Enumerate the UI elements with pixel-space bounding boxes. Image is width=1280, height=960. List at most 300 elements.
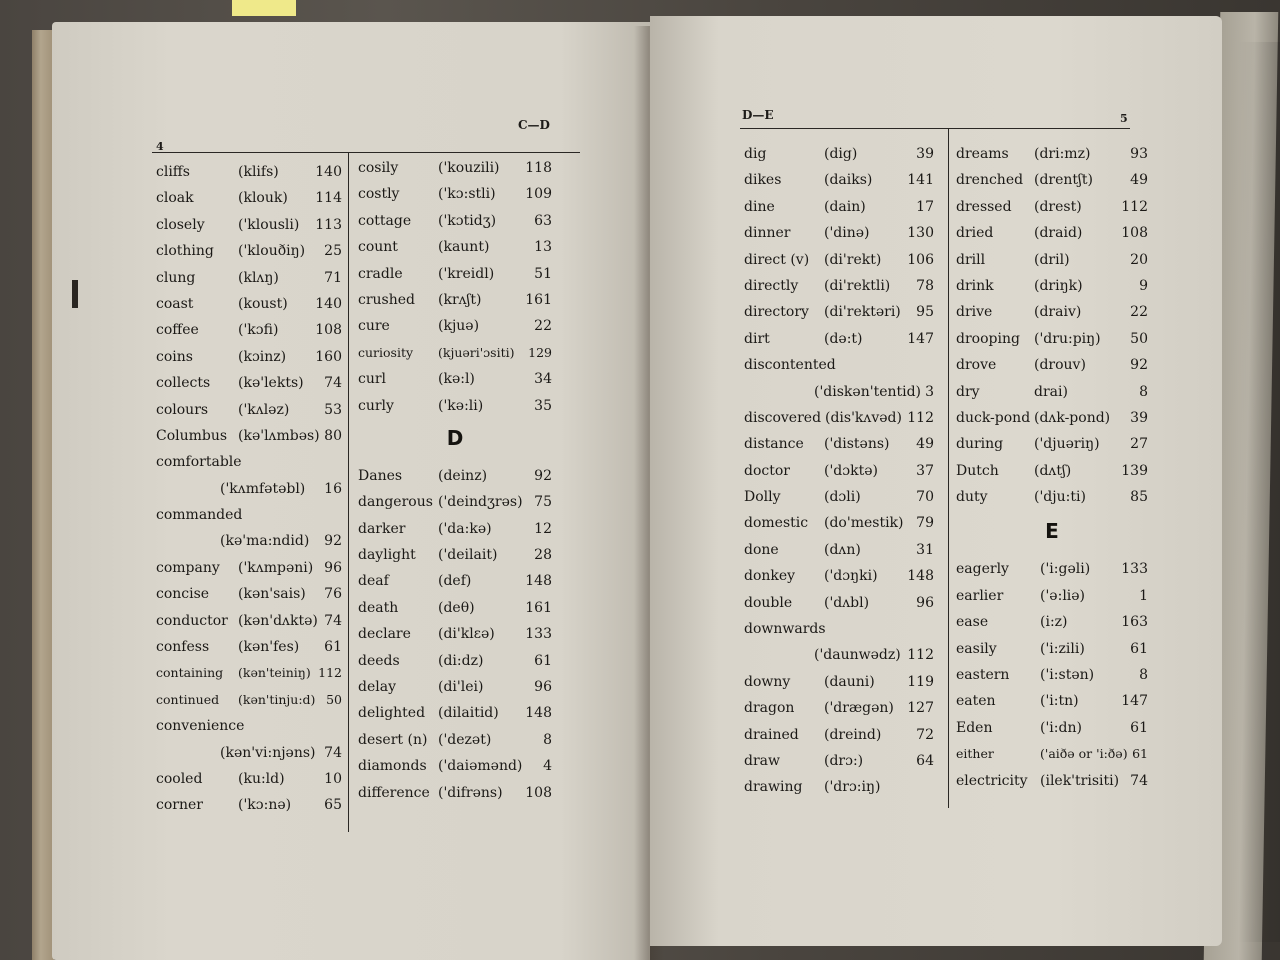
entry-page-ref: 92: [534, 467, 552, 484]
entry-pronunciation: ('i:tn): [1040, 693, 1079, 710]
index-entry: [156, 450, 342, 476]
entry-page-ref: 70: [916, 489, 934, 506]
entry-page-ref: 85: [1130, 489, 1148, 506]
entry-pronunciation: ('difrəns): [438, 784, 503, 801]
right-page: [650, 16, 1222, 946]
entry-word: concise: [156, 586, 210, 603]
entry-pronunciation: (koust): [238, 295, 288, 312]
entry-pronunciation: (di'rektli): [824, 277, 891, 294]
entry-page-ref: 22: [534, 318, 552, 335]
entry-page-ref: 10: [324, 770, 342, 787]
index-entry: [156, 266, 342, 292]
index-entry: [358, 754, 552, 780]
index-entry: [956, 485, 1148, 511]
entry-pronunciation: ('dru:piŋ): [1034, 330, 1101, 347]
entry-word: difference: [358, 784, 430, 801]
entry-word: ease: [956, 614, 989, 631]
index-entry: [744, 353, 934, 379]
index-entry: [358, 649, 552, 675]
entry-pronunciation: ('deilait): [438, 547, 498, 564]
entry-page-ref: 148: [525, 573, 552, 590]
entry-word: Dutch: [956, 462, 999, 479]
entry-page-ref: 39: [916, 146, 934, 162]
entry-word: earlier: [956, 587, 1004, 604]
entry-pronunciation: ('kʌmfətəbl): [220, 480, 306, 497]
index-entry: [156, 714, 342, 740]
left-column-1: [156, 160, 342, 820]
entry-page-ref: 8: [1139, 667, 1148, 684]
entry-word: double: [744, 594, 793, 611]
index-entry: [744, 327, 934, 353]
entry-page-ref: 51: [534, 265, 552, 282]
entry-pronunciation: (def): [438, 573, 472, 590]
entry-pronunciation: (krʌʃt): [438, 291, 482, 308]
entry-pronunciation: ('aiðə or 'i:ðə): [1040, 746, 1128, 762]
entry-pronunciation: ('dezət): [438, 731, 492, 748]
edge-shadow: [1238, 42, 1280, 942]
entry-word: drooping: [956, 330, 1020, 347]
entry-pronunciation: ('drɔ:iŋ): [824, 779, 881, 796]
entry-pronunciation: (di:dz): [438, 652, 484, 669]
entry-pronunciation: ('kʌləz): [238, 401, 290, 418]
entry-page-ref: 133: [525, 626, 552, 643]
entry-word: cliffs: [156, 164, 190, 180]
index-entry: [744, 459, 934, 485]
index-entry: [358, 235, 552, 261]
entry-pronunciation: (dɔli): [824, 489, 861, 506]
entry-word: directory: [744, 304, 809, 321]
index-entry: [956, 353, 1148, 379]
index-entry: [156, 661, 342, 687]
entry-word: cure: [358, 318, 390, 335]
entry-pronunciation: ('kɔ:nə): [238, 797, 292, 814]
entry-pronunciation: (deθ): [438, 599, 475, 616]
letter-heading-d: D: [446, 425, 464, 450]
index-entry: [744, 248, 934, 274]
index-entry: [156, 213, 342, 239]
index-entry: [358, 622, 552, 648]
index-entry: [744, 406, 934, 432]
index-entry: [358, 288, 552, 314]
open-book: [28, 12, 1270, 960]
index-entry: [744, 643, 934, 669]
entry-pronunciation: ('distəns): [824, 436, 890, 453]
entry-page-ref: 39: [1130, 409, 1148, 426]
entry-page-ref: 12: [534, 520, 552, 537]
entry-page-ref: 64: [916, 752, 934, 769]
entry-page-ref: 92: [324, 533, 342, 550]
entry-word: during: [956, 436, 1004, 453]
index-entry: [156, 609, 342, 635]
index-entry: [744, 564, 934, 590]
index-entry: [744, 300, 934, 326]
entry-page-ref: 61: [324, 639, 342, 656]
entry-word: done: [744, 541, 779, 558]
entry-word: drove: [956, 357, 997, 374]
entry-word: curl: [358, 371, 387, 388]
entry-word: dinner: [744, 225, 791, 242]
entry-word: company: [156, 559, 220, 576]
entry-word: deaf: [358, 573, 389, 590]
entry-pronunciation: (kən'sais): [238, 586, 306, 603]
index-entry: [156, 793, 342, 819]
index-entry: [744, 274, 934, 300]
entry-word: coins: [156, 348, 193, 365]
entry-word: electricity: [956, 772, 1028, 789]
index-entry: [156, 503, 342, 529]
entry-page-ref: 28: [534, 547, 552, 564]
right-column-2: [956, 142, 1148, 795]
entry-page-ref: 147: [1121, 693, 1148, 710]
header-rule: [152, 152, 580, 153]
entry-word: dreams: [956, 146, 1009, 162]
entry-word: either: [956, 746, 994, 762]
entry-word: dressed: [956, 198, 1012, 215]
entry-word: death: [358, 599, 399, 616]
entry-page-ref: 49: [916, 436, 934, 453]
entry-word: doctor: [744, 462, 790, 479]
index-entry: [156, 767, 342, 793]
entry-word: cooled: [156, 770, 203, 787]
entry-page-ref: 79: [916, 515, 934, 532]
index-entry: [956, 168, 1148, 194]
entry-word: duty: [956, 489, 988, 506]
entry-pronunciation: (dis'kʌvəd): [825, 409, 902, 426]
entry-pronunciation: ('klousli): [238, 216, 300, 233]
entry-page-ref: 127: [907, 700, 934, 717]
left-column-2: [358, 156, 552, 807]
index-entry: [156, 186, 342, 212]
entry-page-ref: 50: [1130, 330, 1148, 347]
entry-word: Eden: [956, 719, 993, 736]
entry-word: dig: [744, 146, 767, 162]
entry-page-ref: 53: [324, 401, 342, 418]
entry-page-ref: 37: [916, 462, 934, 479]
entry-word: coast: [156, 295, 194, 312]
entry-word: crushed: [358, 291, 415, 308]
entry-pronunciation: (drentʃt): [1034, 172, 1093, 189]
entry-word: confess: [156, 639, 210, 656]
entry-page-ref: 20: [1130, 251, 1148, 268]
entry-word: easily: [956, 640, 997, 657]
right-column-1: [744, 142, 934, 802]
entry-page-ref: 130: [907, 225, 934, 242]
entry-word: drive: [956, 304, 993, 321]
entry-page-ref: 9: [1139, 277, 1148, 294]
entry-word: Columbus: [156, 427, 228, 444]
entry-page-ref: 141: [907, 172, 934, 189]
entry-word: comfortable: [156, 454, 242, 471]
column-divider: [948, 128, 949, 808]
index-entry: [358, 517, 552, 543]
entry-pronunciation: (kjuə): [438, 318, 480, 335]
entry-page-ref: 106: [907, 251, 934, 268]
entry-word: dikes: [744, 172, 782, 189]
entry-word: count: [358, 239, 398, 256]
entry-pronunciation: ('dinə): [824, 225, 870, 242]
entry-pronunciation: (klouk): [238, 190, 288, 207]
entry-pronunciation: (kən'tinju:d): [238, 691, 316, 707]
entry-pronunciation: (kə'ma:ndid): [220, 533, 310, 550]
entry-pronunciation: (kə'lekts): [238, 375, 304, 392]
entry-word: direct (v): [744, 251, 810, 268]
index-entry: [358, 209, 552, 235]
entry-pronunciation: (kən'teiniŋ): [238, 665, 311, 681]
entry-word: Dolly: [744, 489, 781, 506]
entry-pronunciation: (drest): [1034, 198, 1082, 215]
entry-pronunciation: (di'rekt): [824, 251, 882, 268]
entry-word: distance: [744, 436, 804, 453]
index-entry: [156, 741, 342, 767]
entry-word: dried: [956, 225, 994, 242]
entry-page-ref: 140: [315, 295, 342, 312]
entry-pronunciation: (di'klɛə): [438, 626, 495, 643]
index-entry: [156, 398, 342, 424]
index-entry: [358, 543, 552, 569]
entry-page-ref: 13: [534, 239, 552, 256]
index-entry: [744, 142, 934, 168]
entry-word: deeds: [358, 652, 400, 669]
entry-page-ref: 119: [907, 673, 934, 690]
index-entry: [956, 716, 1148, 742]
entry-word: curly: [358, 397, 394, 414]
entry-page-ref: 31: [916, 541, 934, 558]
entry-page-ref: 61: [1130, 719, 1148, 736]
entry-pronunciation: (dri:mz): [1034, 146, 1091, 162]
entry-word: declare: [358, 626, 411, 643]
index-entry: [956, 327, 1148, 353]
entry-pronunciation: ('da:kə): [438, 520, 492, 537]
entry-word: diamonds: [358, 758, 427, 775]
index-entry: [358, 262, 552, 288]
entry-pronunciation: ('i:stən): [1040, 667, 1095, 684]
entry-word: cosily: [358, 160, 399, 176]
entry-page-ref: 74: [324, 744, 342, 761]
entry-pronunciation: (deinz): [438, 467, 488, 484]
entry-page-ref: 76: [324, 586, 342, 603]
entry-page-ref: 78: [916, 277, 934, 294]
entry-word: eastern: [956, 667, 1010, 684]
index-entry: [358, 675, 552, 701]
index-entry: [956, 742, 1148, 768]
index-entry: [156, 292, 342, 318]
index-entry: [744, 696, 934, 722]
entry-word: duck-pond: [956, 409, 1031, 426]
entry-page-ref: 3: [925, 383, 934, 400]
entry-pronunciation: (draiv): [1034, 304, 1082, 321]
entry-word: delighted: [358, 705, 426, 722]
index-entry: [358, 596, 552, 622]
entry-page-ref: 160: [315, 348, 342, 365]
entry-page-ref: 74: [1130, 772, 1148, 789]
entry-pronunciation: (kən'fes): [238, 639, 300, 656]
index-entry: [956, 142, 1148, 168]
entry-page-ref: 8: [1139, 383, 1148, 400]
entry-page-ref: 147: [907, 330, 934, 347]
index-entry: [358, 728, 552, 754]
entry-page-ref: 108: [1121, 225, 1148, 242]
entry-pronunciation: (də:t): [824, 330, 863, 347]
entry-pronunciation: ('djuəriŋ): [1034, 436, 1100, 453]
entry-pronunciation: ('deindʒrəs): [438, 494, 523, 511]
entry-page-ref: 61: [1130, 640, 1148, 657]
entry-pronunciation: ('kə:li): [438, 397, 484, 414]
index-entry: [744, 195, 934, 221]
entry-word: drenched: [956, 172, 1024, 189]
entry-pronunciation: (kaunt): [438, 239, 490, 256]
entry-page-ref: 112: [907, 409, 934, 426]
entry-pronunciation: ('kɔ:stli): [438, 186, 496, 203]
page-number: 4: [156, 140, 164, 153]
index-entry: [156, 635, 342, 661]
entry-pronunciation: ('kɔtidʒ): [438, 212, 497, 229]
entry-pronunciation: ('daunwədz): [814, 647, 901, 664]
entry-pronunciation: (dreind): [824, 726, 882, 743]
entry-page-ref: 27: [1130, 436, 1148, 453]
entry-page-ref: 35: [534, 397, 552, 414]
entry-word: dry: [956, 383, 980, 400]
entry-word: closely: [156, 216, 205, 233]
entry-pronunciation: (dʌtʃ): [1034, 462, 1072, 479]
entry-page-ref: 49: [1130, 172, 1148, 189]
entry-page-ref: 148: [525, 705, 552, 722]
entry-page-ref: 16: [324, 480, 342, 497]
entry-pronunciation: ('kouzili): [438, 160, 500, 176]
entry-word: colours: [156, 401, 209, 418]
running-head: C—D: [518, 118, 550, 132]
entry-page-ref: 108: [525, 784, 552, 801]
index-entry: [358, 490, 552, 516]
index-entry: [358, 314, 552, 340]
entry-word: desert (n): [358, 731, 428, 748]
entry-pronunciation: (kə:l): [438, 371, 475, 388]
index-entry: [156, 556, 342, 582]
left-page: [52, 22, 650, 960]
index-entry: [358, 569, 552, 595]
entry-page-ref: 17: [916, 198, 934, 215]
entry-pronunciation: ('i:dn): [1040, 719, 1082, 736]
entry-pronunciation: (ku:ld): [238, 770, 285, 787]
index-entry: [156, 318, 342, 344]
entry-page-ref: 61: [534, 652, 552, 669]
entry-pronunciation: ('drægən): [824, 700, 894, 717]
entry-page-ref: 74: [324, 375, 342, 392]
index-entry: [358, 182, 552, 208]
index-entry: [744, 221, 934, 247]
entry-pronunciation: ('dɔŋki): [824, 568, 878, 585]
entry-word: delay: [358, 679, 396, 696]
column-divider: [348, 152, 349, 832]
entry-pronunciation: (drɔ:): [824, 752, 864, 769]
index-entry: [744, 591, 934, 617]
header-rule: [740, 128, 1130, 129]
entry-word: discovered: [744, 409, 822, 426]
entry-word: dine: [744, 198, 775, 215]
entry-pronunciation: ('kɔfi): [238, 322, 279, 339]
index-entry: [744, 538, 934, 564]
entry-pronunciation: (i:z): [1040, 614, 1068, 631]
entry-page-ref: 96: [916, 594, 934, 611]
index-entry: [744, 749, 934, 775]
index-entry: [744, 775, 934, 801]
entry-pronunciation: (dʌn): [824, 541, 861, 558]
index-entry: [744, 670, 934, 696]
entry-page-ref: 112: [907, 647, 934, 664]
entry-pronunciation: ('kreidl): [438, 265, 495, 282]
entry-page-ref: 161: [525, 599, 552, 616]
entry-word: commanded: [156, 507, 243, 524]
entry-word: daylight: [358, 547, 416, 564]
entry-pronunciation: ('dju:ti): [1034, 489, 1086, 506]
index-entry: [956, 406, 1148, 432]
index-entry: [744, 511, 934, 537]
entry-word: drawing: [744, 779, 803, 796]
entry-word: drill: [956, 251, 986, 268]
index-entry: [744, 485, 934, 511]
entry-word: cottage: [358, 212, 412, 229]
index-entry: [956, 459, 1148, 485]
entry-pronunciation: ('daiəmənd): [438, 758, 523, 775]
entry-page-ref: 129: [528, 344, 552, 360]
index-entry: [358, 367, 552, 393]
entry-word: costly: [358, 186, 400, 203]
index-entry: [956, 663, 1148, 689]
entry-page-ref: 96: [534, 679, 552, 696]
entry-word: cloak: [156, 190, 194, 207]
entry-pronunciation: drai): [1034, 383, 1068, 400]
entry-pronunciation: (kjuəri'ɔsiti): [438, 344, 515, 360]
index-entry: [744, 380, 934, 406]
index-entry: [156, 239, 342, 265]
index-entry: [358, 156, 552, 182]
entry-pronunciation: (dauni): [824, 673, 875, 690]
index-entry: [956, 432, 1148, 458]
entry-word: drained: [744, 726, 799, 743]
entry-pronunciation: ('dɔktə): [824, 462, 878, 479]
entry-word: darker: [358, 520, 406, 537]
entry-pronunciation: (kə'lʌmbəs): [238, 427, 320, 444]
entry-word: eaten: [956, 693, 996, 710]
entry-word: clothing: [156, 243, 214, 260]
entry-word: conductor: [156, 612, 228, 629]
entry-word: discontented: [744, 357, 836, 374]
index-entry: [956, 221, 1148, 247]
entry-pronunciation: (do'mestik): [824, 515, 904, 532]
entry-pronunciation: (draid): [1034, 225, 1083, 242]
index-entry: [358, 781, 552, 807]
index-entry: [358, 341, 552, 367]
entry-pronunciation: (kən'dʌktə): [238, 612, 318, 629]
entry-word: corner: [156, 797, 203, 814]
entry-word: dragon: [744, 700, 795, 717]
entry-page-ref: 140: [315, 164, 342, 180]
entry-word: donkey: [744, 568, 796, 585]
index-entry: [358, 701, 552, 727]
entry-pronunciation: (drouv): [1034, 357, 1086, 374]
entry-pronunciation: (dig): [824, 146, 858, 162]
entry-word: continued: [156, 691, 220, 707]
entry-page-ref: 118: [525, 160, 552, 176]
index-entry: [358, 394, 552, 420]
page-number: 5: [1120, 112, 1128, 125]
index-entry: [744, 723, 934, 749]
entry-page-ref: 161: [525, 291, 552, 308]
entry-pronunciation: (kən'vi:njəns): [220, 744, 316, 761]
entry-word: dangerous: [358, 494, 433, 511]
entry-pronunciation: (di'lei): [438, 679, 484, 696]
entry-word: directly: [744, 277, 799, 294]
entry-pronunciation: (ilek'trisiti): [1040, 772, 1120, 789]
